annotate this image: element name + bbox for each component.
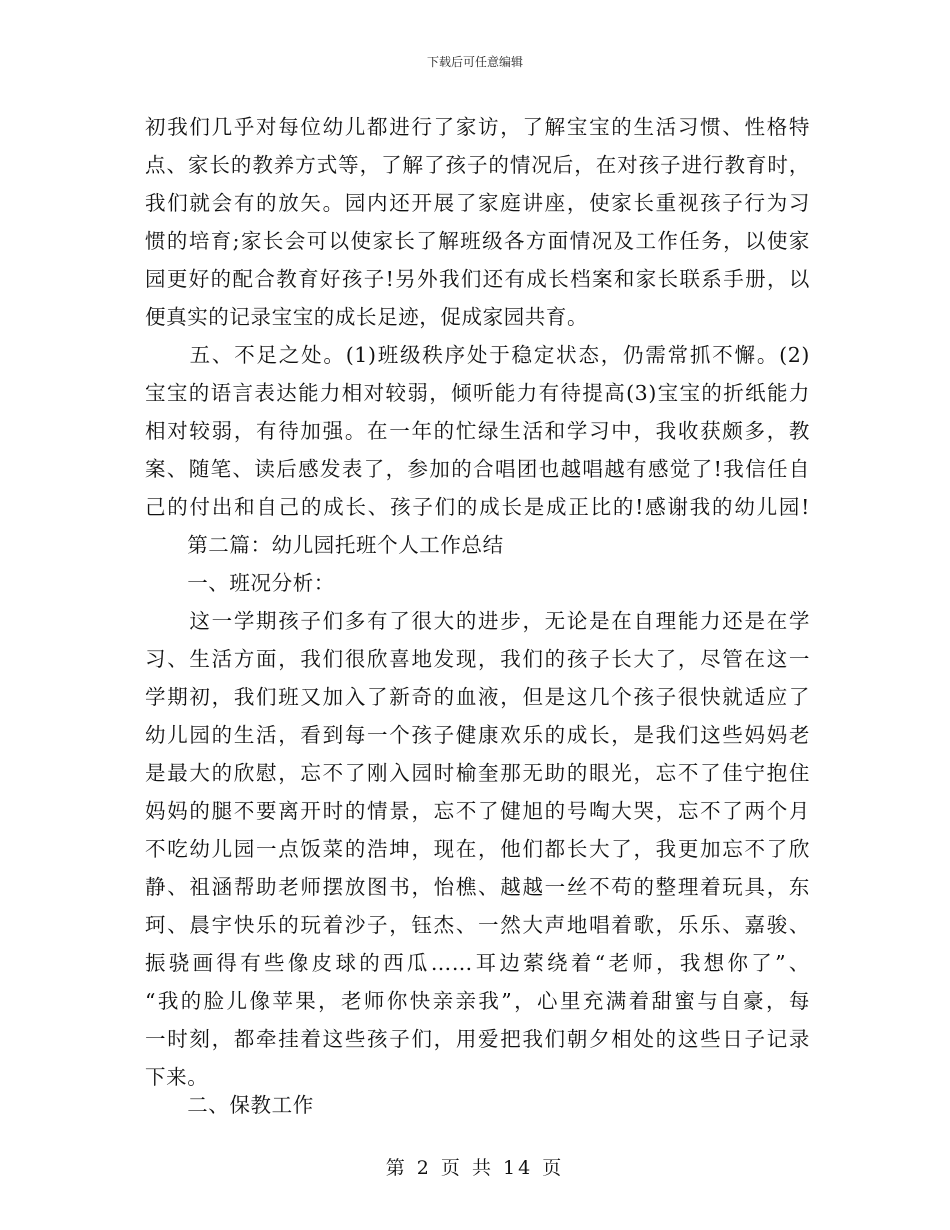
body-line: 案、随笔、读后感发表了，参加的合唱团也越唱越有感觉了!我信任自: [145, 457, 810, 481]
body-line: 是最大的欣慰，忘不了刚入园时榆奎那无助的眼光，忘不了佳宁抱住: [145, 761, 810, 785]
body-line: 便真实的记录宝宝的成长足迹，促成家园共育。: [145, 305, 589, 329]
subsection-heading: 一、班况分析：: [145, 571, 335, 595]
section-heading: 第二篇：幼儿园托班个人工作总结: [145, 533, 504, 557]
body-line: “我的脸儿像苹果，老师你快亲亲我”，心里充满着甜蜜与自豪，每: [145, 989, 810, 1013]
body-line: 点、家长的教养方式等，了解了孩子的情况后，在对孩子进行教育时，: [145, 153, 810, 177]
body-line: 己的付出和自己的成长、孩子们的成长是成正比的!感谢我的幼儿园!: [145, 495, 810, 519]
body-line: 不吃幼儿园一点饭菜的浩坤，现在，他们都长大了，我更加忘不了欣: [145, 837, 810, 861]
body-line: 这一学期孩子们多有了很大的进步，无论是在自理能力还是在学: [145, 609, 810, 633]
body-line: 宝宝的语言表达能力相对较弱，倾听能力有待提高(3)宝宝的折纸能力: [145, 381, 810, 405]
body-line: 下来。: [145, 1065, 209, 1089]
body-line: 幼儿园的生活，看到每一个孩子健康欢乐的成长，是我们这些妈妈老: [145, 723, 810, 747]
body-line: 学期初，我们班又加入了新奇的血液，但是这几个孩子很快就适应了: [145, 685, 810, 709]
body-line: 妈妈的腿不要离开时的情景，忘不了健旭的号啕大哭，忘不了两个月: [145, 799, 810, 823]
body-line: 振骁画得有些像皮球的西瓜……耳边萦绕着“老师，我想你了”、: [145, 951, 810, 975]
page-number-footer: 第 2 页 共 14 页: [385, 1157, 565, 1179]
subsection-heading: 二、保教工作: [145, 1093, 314, 1117]
body-line: 习、生活方面，我们很欣喜地发现，我们的孩子长大了，尽管在这一: [145, 647, 810, 671]
body-line: 五、不足之处。(1)班级秩序处于稳定状态，仍需常抓不懈。(2): [145, 343, 810, 367]
body-line: 初我们几乎对每位幼儿都进行了家访，了解宝宝的生活习惯、性格特: [145, 115, 810, 139]
body-line: 一时刻，都牵挂着这些孩子们，用爱把我们朝夕相处的这些日子记录: [145, 1027, 810, 1051]
body-line: 惯的培育;家长会可以使家长了解班级各方面情况及工作任务，以使家: [145, 229, 810, 253]
body-line: 静、祖涵帮助老师摆放图书，怡樵、越越一丝不苟的整理着玩具，东: [145, 875, 810, 899]
body-line: 园更好的配合教育好孩子!另外我们还有成长档案和家长联系手册，以: [145, 267, 810, 291]
body-line: 珂、晨宇快乐的玩着沙子，钰杰、一然大声地唱着歌，乐乐、嘉骏、: [145, 913, 810, 937]
body-line: 相对较弱，有待加强。在一年的忙绿生活和学习中，我收获颇多，教: [145, 419, 810, 443]
page-header-note: 下载后可任意编辑: [426, 55, 523, 69]
body-line: 我们就会有的放矢。园内还开展了家庭讲座，使家长重视孩子行为习: [145, 191, 810, 215]
